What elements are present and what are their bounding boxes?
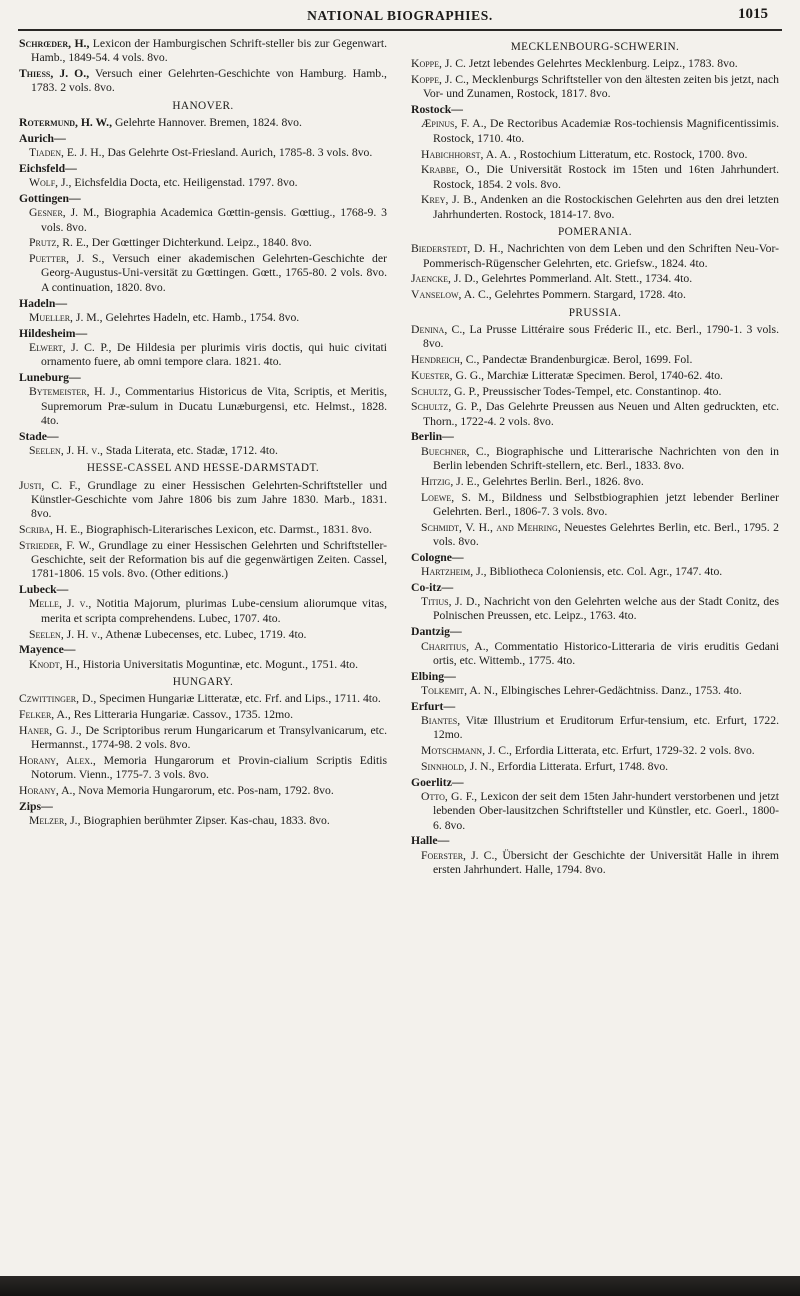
left-column	[19, 37, 387, 830]
bibliography-entry	[411, 521, 779, 550]
place-heading: Goerlitz—	[411, 775, 464, 789]
entry-text: Lexicon der Hamburgischen Schrift-steller bis zur Gegenwart. Hamb., 1849-54. 4 vols. 8vo.	[31, 37, 387, 65]
bibliography-entry	[411, 163, 779, 192]
bibliography-entry	[411, 272, 779, 286]
entry-author: Seelen, J. H. v.,	[29, 627, 103, 641]
entry-text: De Scriptoribus rerum Hungaricarum et Transylvanicarum, etc. Hermannst., 1774-98. 2 vols. 8vo.	[31, 723, 387, 752]
entry-author: Krey, J. B.,	[421, 193, 477, 207]
entry-text: Andenken an die Rostockischen Gelehrten aus den drei letzten Jahrhunderten. Rostock, 1814-17. 8vo.	[433, 193, 779, 221]
bibliography-entry	[19, 444, 387, 458]
entry-author: Knodt, H.,	[29, 657, 80, 671]
entry-author: Vanselow, A. C.,	[411, 288, 492, 302]
entry-author: Seelen, J. H. v.,	[29, 444, 103, 458]
entry-author: Motschmann, J. C.,	[421, 744, 512, 758]
bibliography-entry	[411, 475, 779, 489]
entry-author: Elwert, J. C. P.,	[29, 340, 112, 354]
section-heading: PRUSSIA.	[568, 306, 622, 319]
entry-author: Charitius, A.,	[421, 639, 489, 653]
entry-author: Strieder, F. W.,	[19, 538, 95, 552]
bibliography-entry	[411, 400, 779, 429]
place-heading: Hadeln—	[19, 296, 68, 310]
entry-author: Hitzig, J. E.,	[421, 474, 480, 488]
section-heading: POMERANIA.	[558, 226, 632, 239]
bibliography-entry	[19, 692, 387, 706]
bibliography-entry	[19, 252, 387, 295]
bibliography-entry	[411, 565, 779, 579]
section-heading: HANOVER.	[172, 99, 234, 112]
entry-author: Schrœder, H.,	[19, 37, 90, 50]
bibliography-entry	[411, 640, 779, 669]
entry-author: Schultz, G. P.,	[411, 384, 480, 398]
bibliography-entry	[411, 288, 779, 302]
entry-text: Versuch einer Gelehrten-Geschichte von Hamburg. Hamb., 1783. 2 vols. 8vo.	[31, 67, 387, 95]
bibliography-entry	[411, 684, 779, 698]
bibliography-entry	[411, 595, 779, 624]
entry-text: Res Litteraria Hungariæ. Cassov., 1735. 12mo.	[70, 708, 294, 722]
entry-author: Czwittinger, D.,	[19, 692, 97, 706]
entry-author: Habichhorst, A. A. ,	[421, 147, 517, 161]
entry-author: Thiess, J. O.,	[19, 67, 90, 81]
place-heading: Hildesheim—	[19, 326, 88, 340]
entry-text: Elbingisches Lehrer-Gedächtniss. Danz., 1753. 4to.	[497, 683, 742, 697]
entry-author: Krabbe, O.,	[421, 163, 480, 177]
bibliography-entry	[19, 523, 387, 537]
entry-text: Biographia Academica Gœttin-gensis. Gœttiug., 1768-9. 3 vols. 8vo.	[41, 206, 388, 234]
bibliography-entry	[411, 323, 779, 352]
entry-author: Horany, A.,	[19, 784, 76, 798]
bibliography-entry	[411, 714, 779, 743]
entry-author: Hendreich, C.,	[411, 352, 480, 366]
bibliography-entry	[411, 849, 779, 878]
entry-author: Titius, J. D.,	[421, 595, 481, 609]
entry-author: Kuester, G. G.,	[411, 368, 485, 382]
entry-author: Koppe, J. C.	[411, 57, 466, 71]
entry-text: Eichsfeldia Docta, etc. Heiligenstad. 1797. 8vo.	[71, 176, 298, 190]
entry-author: Biederstedt, D. H.,	[411, 242, 504, 256]
entry-author: Haner, G. J.,	[19, 723, 82, 737]
entry-text: Nova Memoria Hungarorum, etc. Pos-nam, 1792. 8vo.	[75, 784, 334, 798]
place-heading: Berlin—	[411, 430, 454, 444]
bibliography-entry	[19, 814, 387, 828]
entry-text: Gelehrtes Hadeln, etc. Hamb., 1754. 8vo.	[102, 310, 300, 324]
entry-author: Prutz, R. E.,	[29, 236, 89, 250]
entry-author: Puetter, J. S.,	[29, 252, 105, 266]
bibliography-entry	[19, 37, 387, 66]
bibliography-entry	[411, 744, 779, 758]
bibliography-entry	[411, 242, 779, 271]
entry-text: Jetzt lebendes Gelehrtes Mecklenburg. Leipz., 1783. 8vo.	[465, 57, 738, 71]
bibliography-entry	[19, 539, 387, 582]
entry-text: Athenæ Lubecenses, etc. Lubec, 1719. 4to.	[102, 627, 307, 641]
entry-text: Die Universität Rostock im 15ten und 16ten Jahrhundert. Rostock, 1854. 2 vols. 8vo.	[433, 163, 779, 191]
entry-text: Biographien berühmter Zipser. Kas-chau, 1833. 8vo.	[80, 814, 330, 828]
place-heading: Aurich—	[19, 131, 66, 145]
place-heading: Zips—	[19, 799, 53, 813]
entry-text: Neuestes Gelehrtes Berlin, etc. Berl., 1795. 2 vols. 8vo.	[433, 520, 779, 548]
entry-author: Bytemeister, H. J.,	[29, 385, 121, 399]
section-heading: MECKLENBOURG-SCHWERIN.	[510, 41, 680, 53]
entry-author: Loewe, S. M.,	[421, 490, 495, 504]
entry-text: Vitæ Illustrium et Eruditorum Erfur-tensium, etc. Erfurt, 1722. 12mo.	[433, 714, 779, 742]
entry-text: La Prusse Littéraire sous Fréderic II., etc. Berl., 1790-1. 3 vols. 8vo.	[423, 322, 780, 351]
page-number: 1015	[738, 6, 768, 22]
running-head	[0, 6, 800, 28]
entry-text: Versuch einer akademischen Gelehrten-Geschichte der Georg-Augustus-Uni-versität zu Gœttingen. Gœtt., 1765-80. 2 vols. 8vo. A continuation, 1820. 8vo.	[41, 252, 387, 294]
section-heading: HESSE-CASSEL AND HESSE-DARMSTADT.	[86, 462, 320, 475]
entry-author: Koppe, J. C.,	[411, 73, 469, 87]
entry-text: De Rectoribus Academiæ Ros-tochiensis Magnificentissimis. Rostock, 1710. 4to.	[433, 117, 779, 145]
bibliography-entry	[19, 341, 387, 370]
entry-text: Übersicht der Geschichte der Universität Halle in ihrem ersten Jahrhundert. Halle, 1794. 8vo.	[433, 848, 779, 877]
entry-author: Melzer, J.,	[29, 814, 81, 828]
entry-text: Bibliotheca Coloniensis, etc. Col. Agr., 1747. 4to.	[486, 565, 723, 579]
bibliography-entry	[19, 146, 387, 160]
entry-text: Biographische und Litterarische Nachrichten von den in Berlin lebenden Schrift-stellern, etc. Berl., 1833. 8vo.	[433, 444, 779, 473]
entry-text: Das Gelehrte Ost-Friesland. Aurich, 1785-8. 3 vols. 8vo.	[104, 146, 373, 160]
bibliography-entry	[19, 754, 387, 783]
bibliography-entry	[411, 491, 779, 520]
bibliography-entry	[19, 176, 387, 190]
entry-author: Gesner, J. M.,	[29, 206, 100, 220]
entry-author: Denina, C.,	[411, 322, 466, 336]
place-heading: Halle—	[411, 834, 450, 848]
entry-text: Stada Literata, etc. Stadæ, 1712. 4to.	[102, 444, 278, 458]
entry-text: Grundlage zu einer Hessischen Gelehrten und Schriftsteller-Geschichte, seit der Reformation bis auf die gegenwärtigen Zeiten. Cassel, 1781-1806. 15 vols. 8vo. (Other editions.)	[31, 538, 387, 581]
bibliography-entry	[411, 445, 779, 474]
section-heading: HUNGARY.	[172, 675, 234, 688]
entry-author: Otto, G. F.,	[421, 790, 478, 804]
entry-author: Biantes,	[421, 714, 461, 728]
entry-author: Schultz, G. P.,	[411, 400, 482, 414]
place-heading: Lubeck—	[19, 583, 69, 597]
entry-text: Memoria Hungarorum et Provin-cialium Scriptis Editis Notorum. Vienn., 1775-7. 3 vols. 8vo.	[31, 753, 387, 782]
entry-text: Gelehrte Hannover. Bremen, 1824. 8vo.	[112, 115, 302, 129]
entry-text: Historia Universitatis Moguntinæ, etc. Mogunt., 1751. 4to.	[79, 657, 359, 671]
entry-author: Jaencke, J. D.,	[411, 272, 479, 286]
entry-author: Hartzheim, J.,	[421, 565, 487, 579]
entry-text: Gelehrtes Berlin. Berl., 1826. 8vo.	[479, 474, 644, 488]
entry-text: Lexicon der seit dem 15ten Jahr-hundert verstorbenen und jetzt lebenden Ober-lausitzchen Schriftsteller und Künstler, etc. Goerl., 1800-6. 8vo.	[433, 790, 780, 832]
bibliography-entry	[19, 206, 387, 235]
bibliography-entry	[19, 479, 387, 522]
entry-author: Rotermund, H. W.,	[19, 115, 113, 129]
entry-text: Nachricht von den Gelehrten welche aus der Stadt Conitz, des Polnischen Preussen, etc. Leipz., 1763. 4to.	[433, 595, 779, 623]
entry-text: Pandectæ Brandenburgicæ. Berol, 1699. Fol.	[479, 352, 693, 366]
place-heading: Elbing—	[411, 669, 456, 683]
entry-text: Nachrichten von dem Leben und den Schriften Neu-Vor-Pommerisch-Rügenscher Gelehrten, etc. Griefsw., 1824. 4to.	[423, 242, 779, 270]
right-column	[411, 37, 779, 879]
bibliography-entry	[19, 385, 387, 428]
bibliography-entry	[19, 236, 387, 250]
place-heading: Gottingen—	[19, 191, 81, 205]
bibliography-entry	[19, 67, 387, 96]
entry-text: Das Gelehrte Preussen aus Neuen und Alten gedruckten, etc. Thorn., 1722-4. 2 vols. 8vo.	[423, 400, 779, 428]
entry-text: Commentatio Historico-Litteraria de viris eruditis Gedani ortis, etc. Wittemb., 1775. 4to.	[433, 639, 779, 667]
entry-text: Erfordia Litterata, etc. Erfurt, 1729-32. 2 vols. 8vo.	[511, 744, 755, 758]
place-heading: Co-itz—	[411, 580, 454, 594]
entry-author: Justi, C. F.,	[19, 478, 81, 492]
header-rule	[18, 29, 782, 31]
bibliography-entry	[19, 597, 387, 626]
entry-author: Buechner, C.,	[421, 444, 490, 458]
entry-text: Marchiæ Litteratæ Specimen. Berol, 1740-62. 4to.	[484, 368, 723, 382]
place-heading: Rostock—	[411, 103, 463, 117]
bibliography-entry	[411, 369, 779, 383]
running-title: NATIONAL BIOGRAPHIES.	[307, 8, 493, 23]
bibliography-entry	[411, 193, 779, 222]
entry-author: Foerster, J. C.,	[421, 848, 498, 862]
entry-text: Grundlage zu einer Hessischen Gelehrten-Schriftsteller und Künstler-Geschichte vom Jahre 1806 bis zum Jahre 1830. Marb., 1831. 8vo.	[31, 478, 388, 521]
place-heading: Mayence—	[19, 643, 76, 657]
bibliography-entry	[19, 724, 387, 753]
entry-text: Commentarius Historicus de Vita, Scriptis, et Meritis, Supremorum Præ-sulum in Ducatu Lunæburgensi, etc. Helmst., 1828. 4to.	[41, 385, 387, 427]
place-heading: Erfurt—	[411, 699, 456, 713]
entry-text: Gelehrtes Pommern. Stargard, 1728. 4to.	[491, 288, 686, 302]
entry-text: Bildness und Selbstbiographien jetzt lebender Berliner Gelehrten. Berl., 1806-7. 3 vols. 8vo.	[433, 490, 779, 518]
place-heading: Eichsfeld—	[19, 161, 77, 175]
place-heading: Luneburg—	[19, 371, 81, 385]
entry-author: Wolf, J.,	[29, 176, 72, 190]
bibliography-entry	[19, 628, 387, 642]
page-edge-shadow	[0, 1276, 800, 1296]
entry-text: Biographisch-Literarisches Lexicon, etc. Darmst., 1831. 8vo.	[83, 523, 372, 536]
entry-text: Mecklenburgs Schriftsteller von den ältesten zeiten bis jetzt, nach Vor- und Zunamen, Rostock, 1817. 8vo.	[423, 73, 779, 101]
place-heading: Dantzig—	[411, 625, 462, 639]
entry-text: Gelehrtes Pommerland. Alt. Stett., 1734. 4to.	[478, 272, 693, 286]
bibliography-entry	[411, 57, 779, 71]
entry-author: Scriba, H. E.,	[19, 523, 84, 536]
entry-author: Felker, A.,	[19, 708, 71, 722]
entry-text: De Hildesia per plurimis viris doctis, qui huic civitati ornamento fuere, ab omni tempore clara. 1821. 4to.	[41, 340, 387, 369]
entry-author: Æpinus, F. A.,	[421, 117, 487, 131]
bibliography-entry	[19, 658, 387, 672]
entry-author: Schmidt, V. H., and Mehring,	[421, 520, 561, 534]
entry-author: Tiaden, E. J. H.,	[29, 146, 105, 160]
entry-text: Der Gœttinger Dichterkund. Leipz., 1840. 8vo.	[88, 236, 312, 250]
bibliography-entry	[411, 73, 779, 102]
entry-author: Mueller, J. M.,	[29, 310, 103, 324]
bibliography-entry	[411, 148, 779, 162]
entry-text: Rostochium Litteratum, etc. Rostock, 1700. 8vo.	[516, 147, 748, 161]
entry-author: Horany, Alex.,	[19, 753, 96, 767]
bibliography-entry	[411, 790, 779, 833]
bibliography-entry	[411, 353, 779, 367]
bibliography-entry	[411, 385, 779, 399]
bibliography-entry	[19, 116, 387, 130]
entry-text: Specimen Hungariæ Litteratæ, etc. Frf. and Lips., 1711. 4to.	[96, 692, 381, 706]
bibliography-entry	[411, 760, 779, 774]
entry-text: Preussischer Todes-Tempel, etc. Constantinop. 4to.	[479, 384, 722, 398]
bibliography-entry	[19, 784, 387, 798]
entry-text: Erfordia Litterata. Erfurt, 1748. 8vo.	[494, 759, 669, 773]
bibliography-entry	[19, 708, 387, 722]
bibliography-entry	[19, 311, 387, 325]
bibliography-entry	[411, 117, 779, 146]
place-heading: Stade—	[19, 429, 59, 443]
entry-author: Tolkemit, A. N.,	[421, 683, 498, 697]
entry-author: Sinnhold, J. N.,	[421, 759, 495, 773]
entry-author: Melle, J. v.,	[29, 597, 92, 611]
entry-text: Notitia Majorum, plurimas Lube-censium aliorumque vitas, merita et scripta comprehendens. Lubec, 1707. 4to.	[41, 597, 387, 625]
place-heading: Cologne—	[411, 550, 464, 564]
